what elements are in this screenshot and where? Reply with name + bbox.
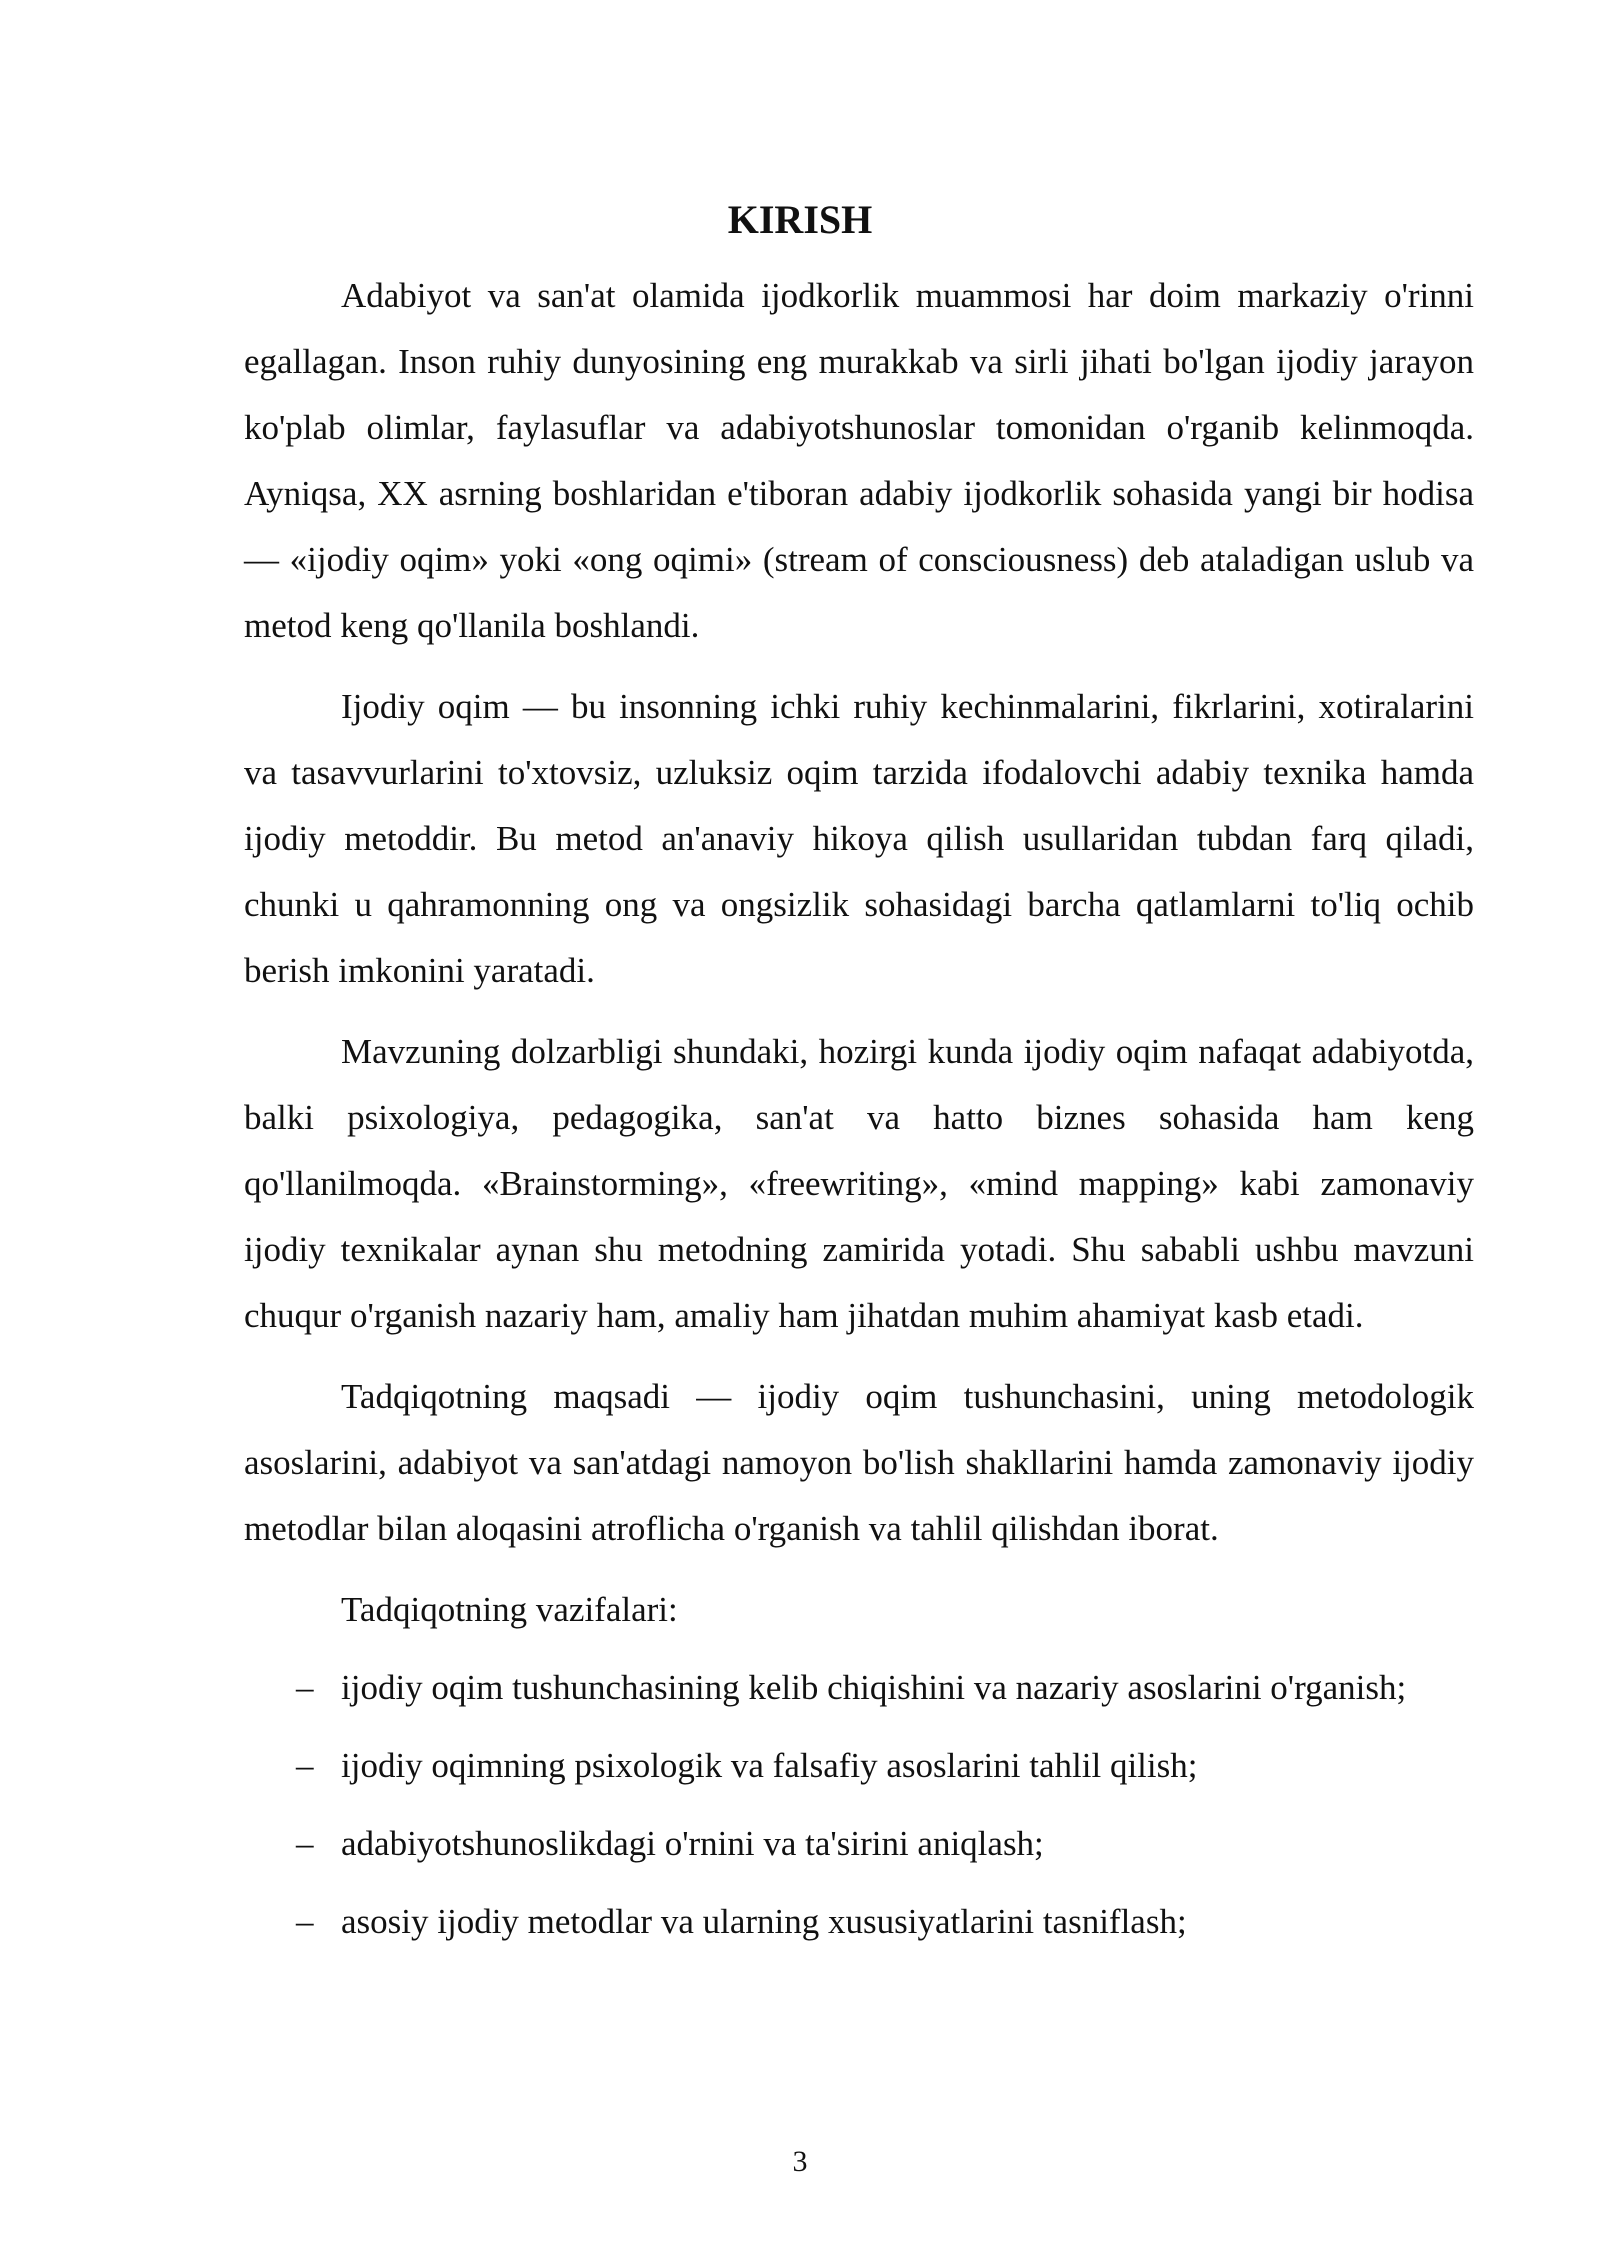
list-dash-marker: – [296,1668,314,1707]
list-dash-marker: – [296,1902,314,1941]
paragraph-definition: Ijodiy oqim — bu insonning ichki ruhiy kechinmalarini, fikrlarini, xotiralarini va tasavvurlarini to'xtovsiz, uzluksiz oqim tarzida ifodalovchi adabiy texnika hamda ijodiy metoddir. Bu metod an'anaviy hikoya qilish usullaridan tubdan farq qiladi, chunki u qahramonning ong va ongsizlik sohasidagi barcha qatlamlarni to'liq ochib berish imkonini yaratadi. [244,687,1474,990]
list-item [244,1811,1474,1877]
list-item-text: ijodiy oqimning psixologik va falsafiy asoslarini tahlil qilish; [341,1746,1198,1785]
list-dash-marker: – [296,1824,314,1863]
page-number: 3 [792,2145,808,2178]
document-body [244,263,1474,1967]
list-item [244,1733,1474,1799]
paragraph-relevance: Mavzuning dolzarbligi shundaki, hozirgi kunda ijodiy oqim nafaqat adabiyotda, balki psixologiya, pedagogika, san'at va hatto biznes sohasida ham keng qo'llanilmoqda. «Brainstorming», «freewriting», «mind mapping» kabi zamonaviy ijodiy texnikalar aynan shu metodning zamirida yotadi. Shu sababli ushbu mavzuni chuqur o'rganish nazariy ham, amaliy ham jihatdan muhim ahamiyat kasb etadi. [244,1032,1474,1335]
list-item [244,1889,1474,1955]
list-item-text: adabiyotshunoslikdagi o'rnini va ta'sirini aniqlash; [341,1824,1044,1863]
task-list [244,1655,1474,1955]
list-dash-marker: – [296,1746,314,1785]
list-item-text: ijodiy oqim tushunchasining kelib chiqishini va nazariy asoslarini o'rganish; [341,1668,1407,1707]
paragraph-intro: Adabiyot va san'at olamida ijodkorlik muammosi har doim markaziy o'rinni egallagan. Inson ruhiy dunyosining eng murakkab va sirli jihati bo'lgan ijodiy jarayon ko'plab olimlar, faylasuflar va adabiyotshunoslar tomonidan o'rganib kelinmoqda. Ayniqsa, XX asrning boshlaridan e'tiboran adabiy ijodkorlik sohasida yangi bir hodisa — «ijodiy oqim» yoki «ong oqimi» (stream of consciousness) deb ataladigan uslub va metod keng qo'llanila boshlandi. [244,276,1474,645]
list-item [244,1655,1474,1721]
list-item-text: asosiy ijodiy metodlar va ularning xususiyatlarini tasniflash; [341,1902,1187,1941]
paragraph-goal: Tadqiqotning maqsadi — ijodiy oqim tushunchasini, uning metodologik asoslarini, adabiyot va san'atdagi namoyon bo'lish shakllarini hamda zamonaviy ijodiy metodlar bilan aloqasini atroflicha o'rganish va tahlil qilishdan iborat. [244,1377,1474,1548]
tasks-heading: Tadqiqotning vazifalari: [341,1590,678,1629]
section-title: KIRISH [727,197,873,242]
